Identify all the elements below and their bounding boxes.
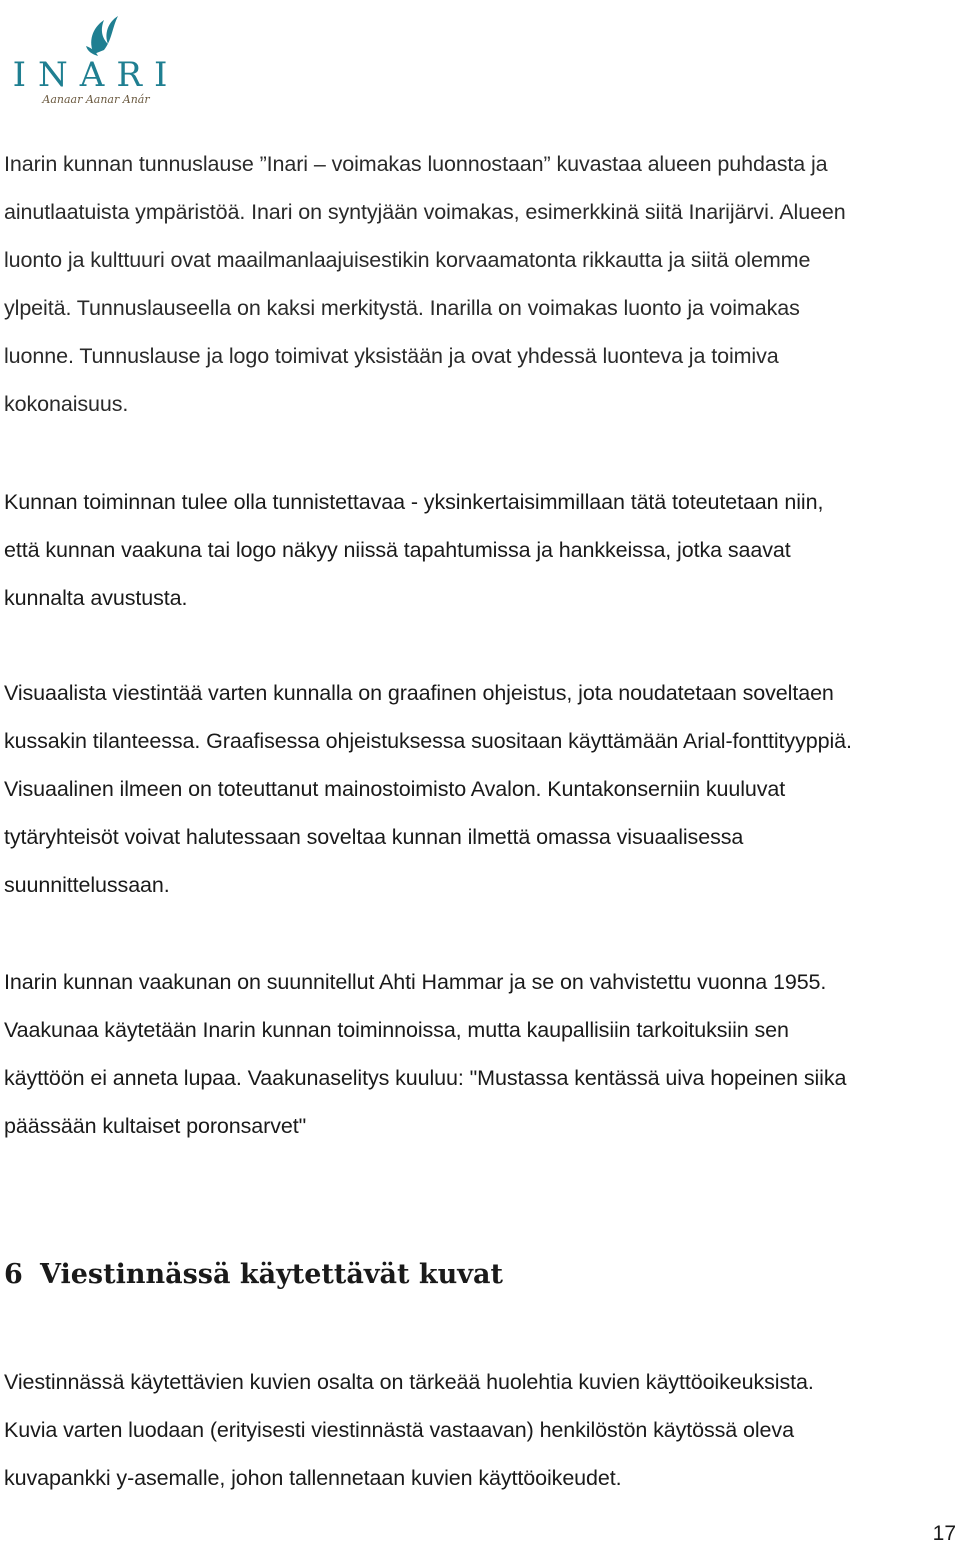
text-line: luonne. Tunnuslause ja logo toimivat yksistään ja ovat yhdessä luonteva ja toimiva: [4, 344, 779, 368]
text-line: käyttöön ei anneta lupaa. Vaakunaselitys kuuluu: "Mustassa kentässä uiva hopeinen siika: [4, 1066, 847, 1090]
logo-wordmark: INARI: [12, 55, 180, 95]
text-line: Inarin kunnan tunnuslause ”Inari – voimakas luonnostaan” kuvastaa alueen puhdasta ja: [4, 152, 828, 176]
text-line: ainutlaatuista ympäristöä. Inari on syntyjään voimakas, esimerkkinä siitä Inarijärvi. Alueen: [4, 200, 846, 224]
logo-tagline: Aanaar Aanar Anár: [42, 93, 150, 106]
text-line: suunnittelussaan.: [4, 873, 170, 897]
paragraph-recognition: [4, 478, 954, 622]
text-line: kokonaisuus.: [4, 392, 129, 416]
section-number: 6: [4, 1259, 23, 1290]
inari-logo: [8, 6, 188, 106]
text-line: Kunnan toiminnan tulee olla tunnistettavaa - yksinkertaisimmillaan tätä toteutetaan niin,: [4, 490, 824, 514]
paragraph-visual-identity: [4, 669, 954, 909]
text-line: Viestinnässä käytettävien kuvien osalta on tärkeää huolehtia kuvien käyttöoikeuksista.: [4, 1370, 814, 1394]
section-title: Viestinnässä käytettävät kuvat: [40, 1259, 503, 1290]
text-line: Kuvia varten luodaan (erityisesti viestinnästä vastaavan) henkilöstön käytössä oleva: [4, 1418, 794, 1442]
swirl-emblem: [91, 16, 118, 54]
paragraph-motto: [4, 140, 954, 428]
text-line: Visuaalista viestintää varten kunnalla on graafinen ohjeistus, jota noudatetaan soveltaen: [4, 681, 834, 705]
paragraph-coat-of-arms: [4, 958, 954, 1150]
text-line: kussakin tilanteessa. Graafisessa ohjeistuksessa suositaan käyttämään Arial-fonttityyppiä.: [4, 729, 852, 753]
text-line: luonto ja kulttuuri ovat maailmanlaajuisestikin korvaamatonta rikkautta ja siitä olemme: [4, 248, 811, 272]
text-line: Inarin kunnan vaakunan on suunnitellut Ahti Hammar ja se on vahvistettu vuonna 1955.: [4, 970, 827, 994]
text-line: tytäryhteisöt voivat halutessaan soveltaa kunnan ilmettä omassa visuaalisessa: [4, 825, 744, 849]
text-line: kuvapankki y-asemalle, johon tallennetaan kuvien käyttöoikeudet.: [4, 1466, 622, 1490]
text-line: että kunnan vaakuna tai logo näkyy niissä tapahtumissa ja hankkeissa, jotka saavat: [4, 538, 791, 562]
paragraph-images: [4, 1358, 954, 1502]
text-line: ylpeitä. Tunnuslauseella on kaksi merkitystä. Inarilla on voimakas luonto ja voimakas: [4, 296, 800, 320]
section-heading: [4, 1255, 503, 1295]
text-line: Vaakunaa käytetään Inarin kunnan toiminnoissa, mutta kaupallisiin tarkoituksiin sen: [4, 1018, 789, 1042]
text-line: kunnalta avustusta.: [4, 586, 188, 610]
page-number: 17: [932, 1522, 956, 1545]
inari-logo-graphic: [8, 6, 188, 106]
text-line: Visuaalinen ilmeen on toteuttanut mainostoimisto Avalon. Kuntakonserniin kuuluvat: [4, 777, 786, 801]
text-line: päässään kultaiset poronsarvet": [4, 1114, 307, 1138]
